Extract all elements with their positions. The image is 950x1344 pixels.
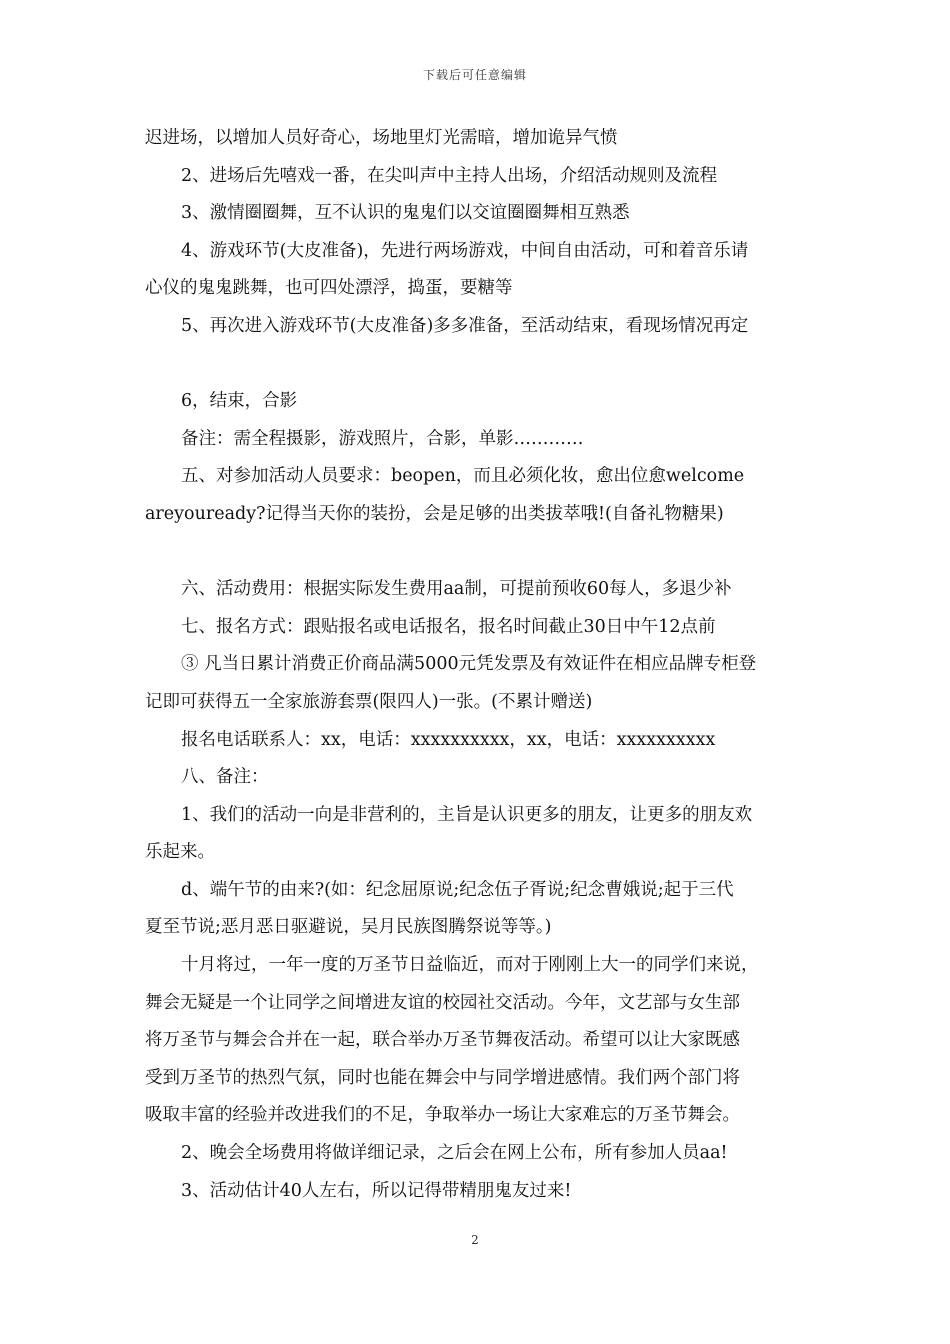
- paragraph-line: 1、我们的活动一向是非营利的，主旨是认识更多的朋友，让更多的朋友欢: [181, 804, 753, 825]
- paragraph-gap: [145, 534, 825, 572]
- paragraph-line: 受到万圣节的热烈气氛，同时也能在舞会中与同学增进感情。我们两个部门将: [145, 1067, 740, 1088]
- paragraph-line: 5、再次进入游戏环节(大皮准备)多多准备，至活动结束，看现场情况再定: [181, 315, 749, 336]
- paragraph-line: 2、晚会全场费用将做详细记录，之后会在网上公布，所有参加人员aa!: [181, 1143, 728, 1164]
- paragraph-line: 报名电话联系人：xx，电话：xxxxxxxxxx，xx，电话：xxxxxxxxxx: [181, 729, 716, 750]
- paragraph-line: 六、活动费用：根据实际发生费用aa制，可提前预收60每人，多退少补: [181, 579, 732, 600]
- paragraph-line: 乐起来。: [145, 842, 215, 863]
- paragraph-line: 2、进场后先嘻戏一番，在尖叫声中主持人出场，介绍活动规则及流程: [181, 165, 718, 186]
- document-body: [145, 120, 825, 1210]
- paragraph-line: 记即可获得五一全家旅游套票(限四人)一张。(不累计赠送): [145, 691, 593, 712]
- paragraph-line: 备注：需全程摄影，游戏照片，合影，单影…………: [181, 428, 584, 449]
- page-header: 下载后可任意编辑: [422, 68, 527, 82]
- paragraph-line: 吸取丰富的经验并改进我们的不足，争取举办一场让大家难忘的万圣节舞会。: [145, 1105, 740, 1126]
- paragraph-line: 十月将过，一年一度的万圣节日益临近，而对于刚刚上大一的同学们来说，: [181, 955, 759, 976]
- paragraph-line: d、端午节的由来?(如：纪念屈原说;纪念伍子胥说;纪念曹娥说;起于三代: [181, 879, 734, 900]
- paragraph-line: 夏至节说;恶月恶日驱避说，吴月民族图腾祭说等等。): [145, 917, 552, 938]
- paragraph-line: 3、活动估计40人左右，所以记得带精朋鬼友过来!: [181, 1180, 572, 1201]
- paragraph-line: 6，结束，合影: [181, 391, 298, 412]
- paragraph-line: 3、激情圈圈舞，互不认识的鬼鬼们以交谊圈圈舞相互熟悉: [181, 203, 630, 224]
- paragraph-line: 舞会无疑是一个让同学之间增进友谊的校园社交活动。今年，文艺部与女生部: [145, 992, 740, 1013]
- paragraph-line: 五、对参加活动人员要求：beopen，而且必须化妆，愈出位愈welcome: [181, 466, 745, 487]
- paragraph-line: ③ 凡当日累计消费正价商品满5000元凭发票及有效证件在相应品牌专柜登: [181, 654, 757, 675]
- paragraph-line: 4、游戏环节(大皮准备)，先进行两场游戏，中间自由活动，可和着音乐请: [181, 240, 749, 261]
- paragraph-line: 迟进场，以增加人员好奇心，场地里灯光需暗，增加诡异气愤: [145, 128, 618, 148]
- paragraph-gap: [145, 346, 825, 384]
- paragraph-line: 心仪的鬼鬼跳舞，也可四处漂浮，捣蛋，要糖等: [145, 278, 513, 299]
- paragraph-line: 将万圣节与舞会合并在一起，联合举办万圣节舞夜活动。希望可以让大家既感: [145, 1030, 740, 1051]
- paragraph-line: areyouready?记得当天你的装扮，会是足够的出类拔萃哦!(自备礼物糖果): [145, 503, 724, 524]
- paragraph-line: 七、报名方式：跟贴报名或电话报名，报名时间截止30日中午12点前: [181, 616, 716, 637]
- page-number: 2: [471, 1233, 479, 1247]
- paragraph-line: 八、备注：: [181, 767, 269, 788]
